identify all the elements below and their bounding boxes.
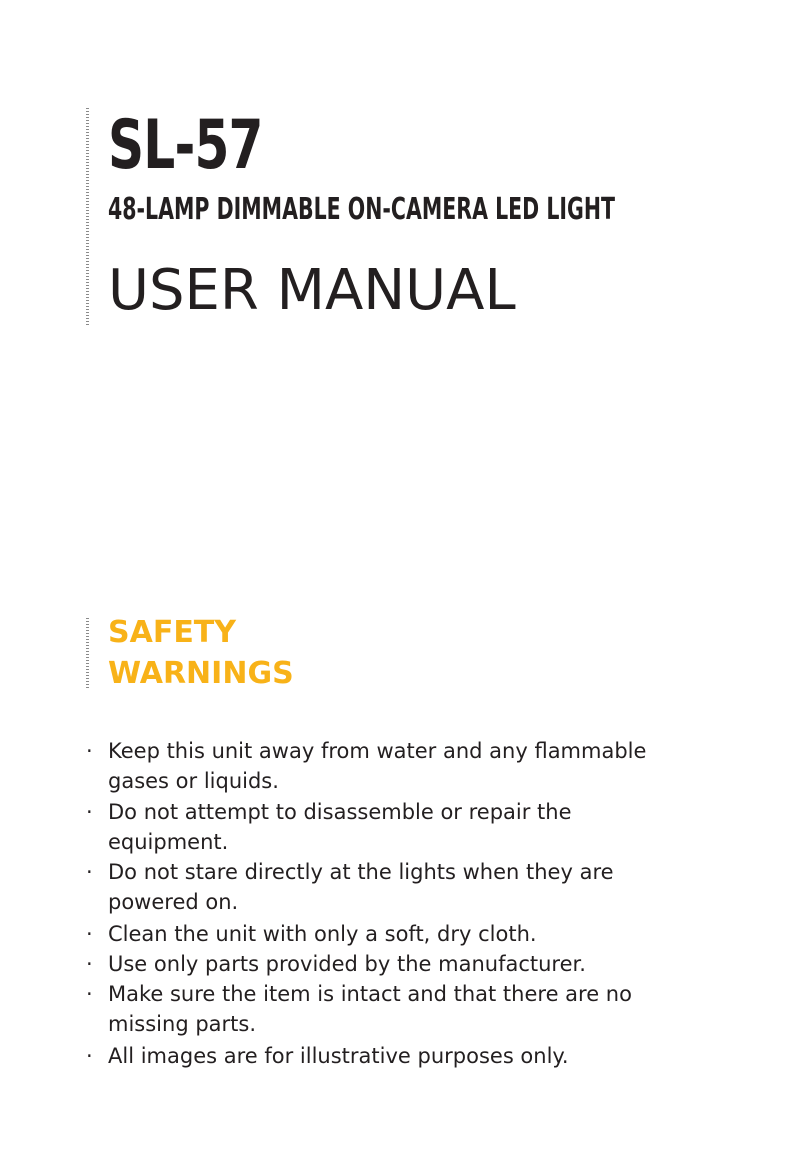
title-dotted-rule — [86, 108, 89, 326]
warning-text: Do not stare directly at the lights when they are powered on. — [108, 860, 614, 914]
bullet-icon: · — [86, 922, 93, 946]
safety-warnings-list — [86, 736, 666, 1071]
list-item — [86, 949, 666, 979]
model-number: SL-57 — [108, 106, 263, 185]
warning-text: All images are for illustrative purposes only. — [108, 1044, 569, 1068]
list-item — [86, 979, 666, 1041]
bullet-icon: · — [86, 739, 93, 763]
warning-text: Use only parts provided by the manufacturer. — [108, 952, 586, 976]
list-item — [86, 797, 666, 857]
safety-warnings-heading — [108, 612, 294, 694]
warning-text: Clean the unit with only a soft, dry cloth. — [108, 922, 537, 946]
bullet-icon: · — [86, 860, 93, 884]
document-type-title: USER MANUAL — [108, 258, 516, 323]
bullet-icon: · — [86, 1044, 93, 1068]
bullet-icon: · — [86, 982, 93, 1006]
warning-text: Keep this unit away from water and any flammable gases or liquids. — [108, 739, 647, 793]
list-item — [86, 857, 666, 917]
product-description: 48-LAMP DIMMABLE ON-CAMERA LED LIGHT — [108, 192, 616, 227]
safety-heading-line2: WARNINGS — [108, 656, 294, 691]
bullet-icon: · — [86, 952, 93, 976]
list-item — [86, 919, 666, 949]
safety-heading-line1: SAFETY — [108, 615, 236, 650]
list-item — [86, 1041, 666, 1071]
warning-text: Make sure the item is intact and that there are no missing parts. — [108, 982, 632, 1036]
safety-dotted-rule — [86, 618, 89, 688]
bullet-icon: · — [86, 800, 93, 824]
list-item — [86, 736, 666, 796]
warning-text: Do not attempt to disassemble or repair the equipment. — [108, 800, 572, 854]
